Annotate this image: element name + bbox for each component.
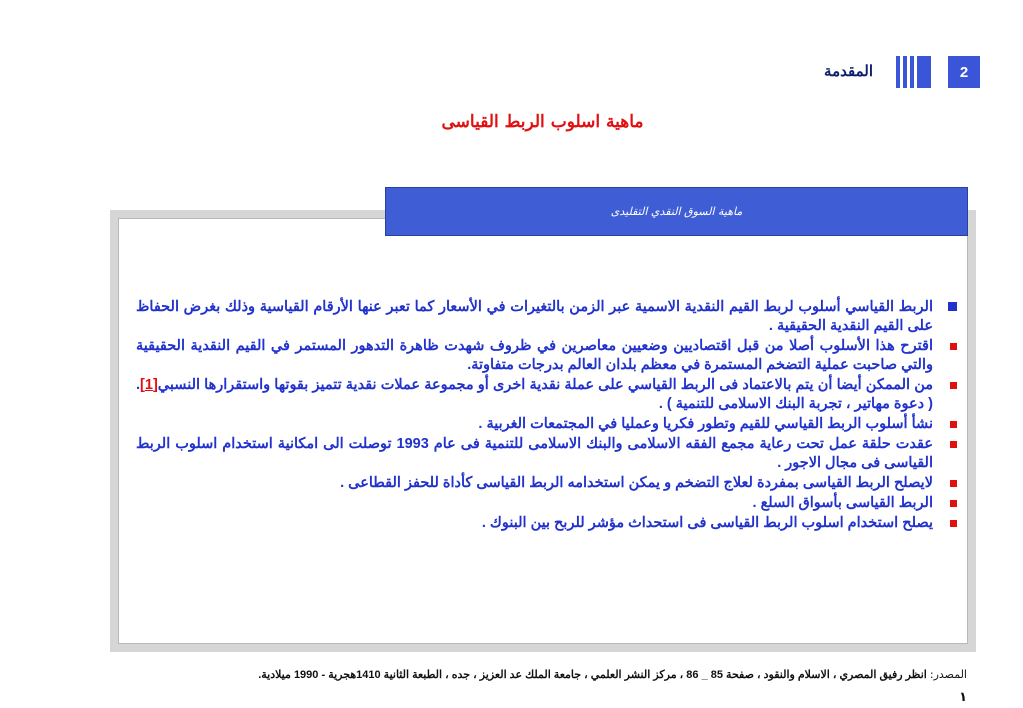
bullet-item bbox=[136, 435, 959, 473]
header-decoration-bars bbox=[896, 56, 931, 88]
header-bar bbox=[896, 56, 900, 88]
bullet-text: الربط القياسى بأسواق السلع . bbox=[752, 495, 933, 511]
page-number-badge: 2 bbox=[948, 56, 980, 88]
topic-tab-label: ماهية السوق النقدي التقليدى bbox=[610, 205, 743, 218]
bullet-text: الربط القياسي أسلوب لربط القيم النقدية الاسمية عبر الزمن بالتغيرات في الأسعار كما تعبر عنها الأرقام القياسية وذلك بغرض الحفاظ على القيم النقدية الحقيقية . bbox=[136, 299, 933, 334]
bullet-item bbox=[136, 415, 959, 434]
bullet-marker bbox=[950, 421, 957, 428]
bullet-list bbox=[136, 298, 959, 534]
bullet-text: من الممكن أيضا أن يتم بالاعتماد فى الربط القياسي على عملة نقدية اخرى أو مجموعة عملات نقدية تتميز بقوتها واستقرارها النسبي bbox=[157, 377, 933, 393]
bullet-item bbox=[136, 494, 959, 513]
bullet-text: . ( دعوة مهاتير ، تجربة البنك الاسلامى للتنمية ) . bbox=[136, 377, 933, 412]
bullet-item bbox=[136, 298, 959, 336]
bullet-text: عقدت حلقة عمل تحت رعاية مجمع الفقه الاسلامى والبنك الاسلامى للتنمية فى عام 1993 توصلت الى امكانية استخدام اسلوب الربط القياسى فى مجال الاجور . bbox=[136, 436, 933, 471]
source-text: انظر رفيق المصري ، الاسلام والنقود ، صفحة 85 _ 86 ، مركز النشر العلمي ، جامعة الملك عد العزيز ، جده ، الطبعة الثانية 1410هجرية - 1990 ميلادية. bbox=[258, 669, 927, 681]
source-citation bbox=[47, 668, 967, 681]
bullet-text: يصلح استخدام اسلوب الربط القياسى فى استحداث مؤشر للربح بين البنوك . bbox=[481, 515, 933, 531]
bullet-item bbox=[136, 376, 959, 414]
bullet-marker bbox=[948, 302, 957, 311]
source-label: المصدر: bbox=[929, 668, 967, 681]
bullet-text: نشأ أسلوب الربط القياسي للقيم وتطور فكريا وعمليا في المجتمعات الغربية . bbox=[478, 416, 933, 432]
footnote-ref-link[interactable]: [1] bbox=[140, 377, 158, 393]
header-bar bbox=[917, 56, 931, 88]
section-title: المقدمة bbox=[824, 62, 873, 80]
bullet-item bbox=[136, 514, 959, 533]
bullet-text: لايصلح الربط القياسى بمفردة لعلاج التضخم و يمكن استخدامه الربط القياسى كأداة للحفز القطاعى . bbox=[340, 475, 933, 491]
bullet-marker bbox=[950, 343, 957, 350]
bullet-item bbox=[136, 337, 959, 375]
bullet-marker bbox=[950, 480, 957, 487]
bullet-marker bbox=[950, 520, 957, 527]
bullet-text: اقترح هذا الأسلوب أصلا من قبل اقتصاديين وضعيين معاصرين في ظروف شهدت ظاهرة التدهور المستمر في القيم النقدية الحقيقية والتي صاحبت عملية التضخم المستمرة في معظم بلدان العالم بدرجات متفاوتة. bbox=[136, 338, 933, 373]
slide-title: ماهية اسلوب الربط القياسى bbox=[441, 112, 644, 132]
bullet-item bbox=[136, 474, 959, 493]
bullet-marker bbox=[950, 441, 957, 448]
header-bar bbox=[910, 56, 914, 88]
topic-tab bbox=[385, 187, 968, 236]
header-bar bbox=[903, 56, 907, 88]
bullet-marker bbox=[950, 500, 957, 507]
bullet-marker bbox=[950, 382, 957, 389]
footnote-number: ١ bbox=[959, 690, 967, 705]
